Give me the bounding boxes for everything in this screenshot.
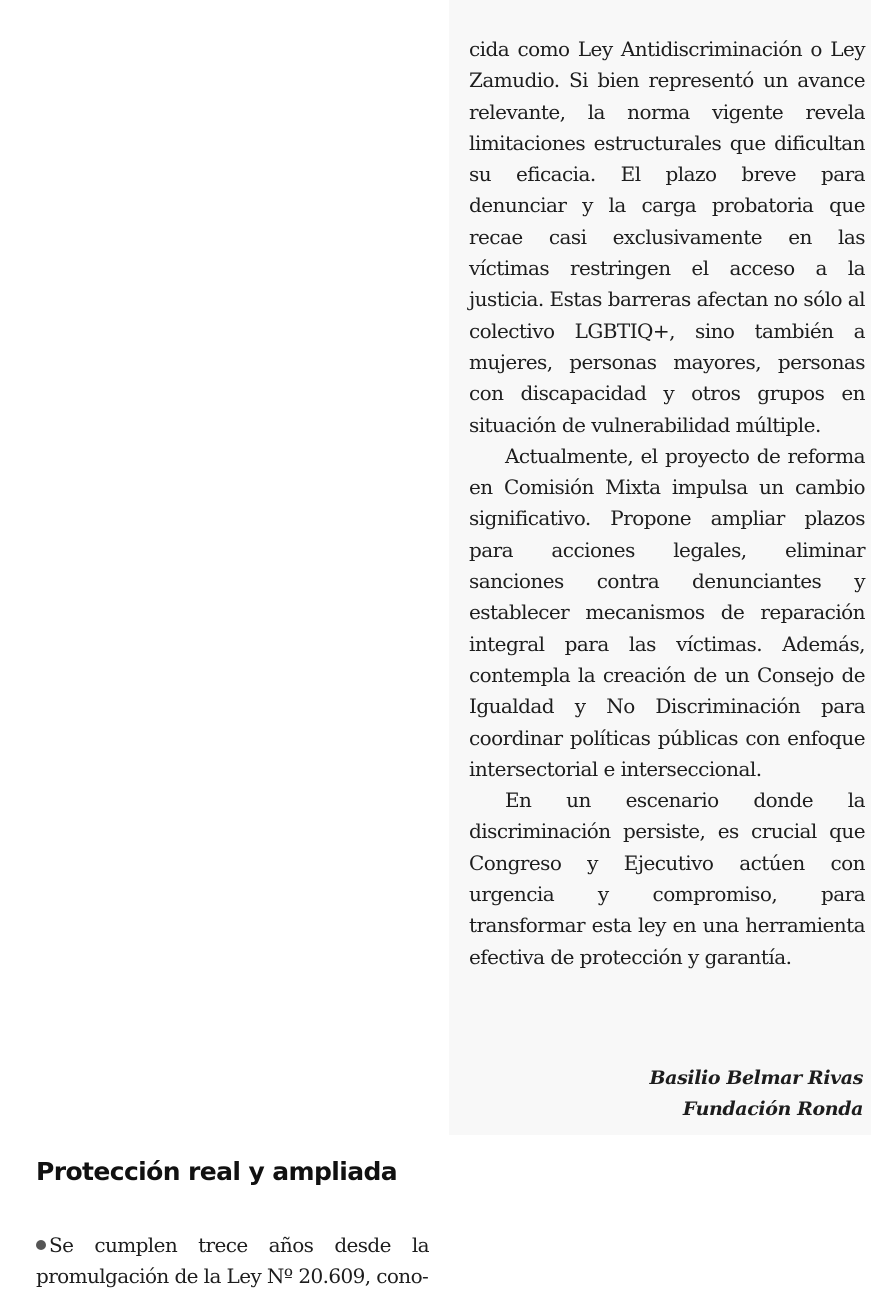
letter-lead-text: Se cumplen trece años desde la promulgación de la Ley Nº 20.609, cono- xyxy=(36,1233,429,1289)
letter-headline: Protección real y ampliada xyxy=(36,1157,398,1186)
letter-paragraph-1: cida como Ley Antidiscriminación o Ley Zamudio. Si bien representó un avance relevante, la norma vigente revela limitaciones estructurales que dificultan su eficacia. El plazo breve para denunciar y la carga probatoria que recae casi exclusivamente en las víctimas restringen el acceso a la justicia. Estas barreras afectan no sólo al colectivo LGBTIQ+, sino también a mujeres, personas mayores, personas con discapacidad y otros grupos en situación de vulnerabilidad múltiple. xyxy=(469,37,865,437)
letter-signature xyxy=(650,1063,863,1125)
author-organization: Fundación Ronda xyxy=(682,1098,863,1120)
author-name: Basilio Belmar Rivas xyxy=(649,1067,863,1089)
letter-paragraph-3: En un escenario donde la discriminación persiste, es crucial que Congreso y Ejecutivo actúen con urgencia y compromiso, para transformar esta ley en una herramienta efectiva de protección y garantía. xyxy=(469,788,865,969)
letter-body xyxy=(469,34,865,973)
letter-paragraph-2: Actualmente, el proyecto de reforma en Comisión Mixta impulsa un cambio significativo. Propone ampliar plazos para acciones legales, eliminar sanciones contra denunciantes y establecer mecanismos de reparación integral para las víctimas. Además, contempla la creación de un Consejo de Igualdad y No Discriminación para coordinar políticas públicas con enfoque intersectorial e interseccional. xyxy=(469,443,865,781)
letter-lead xyxy=(36,1230,429,1293)
bullet-icon xyxy=(36,1240,46,1250)
